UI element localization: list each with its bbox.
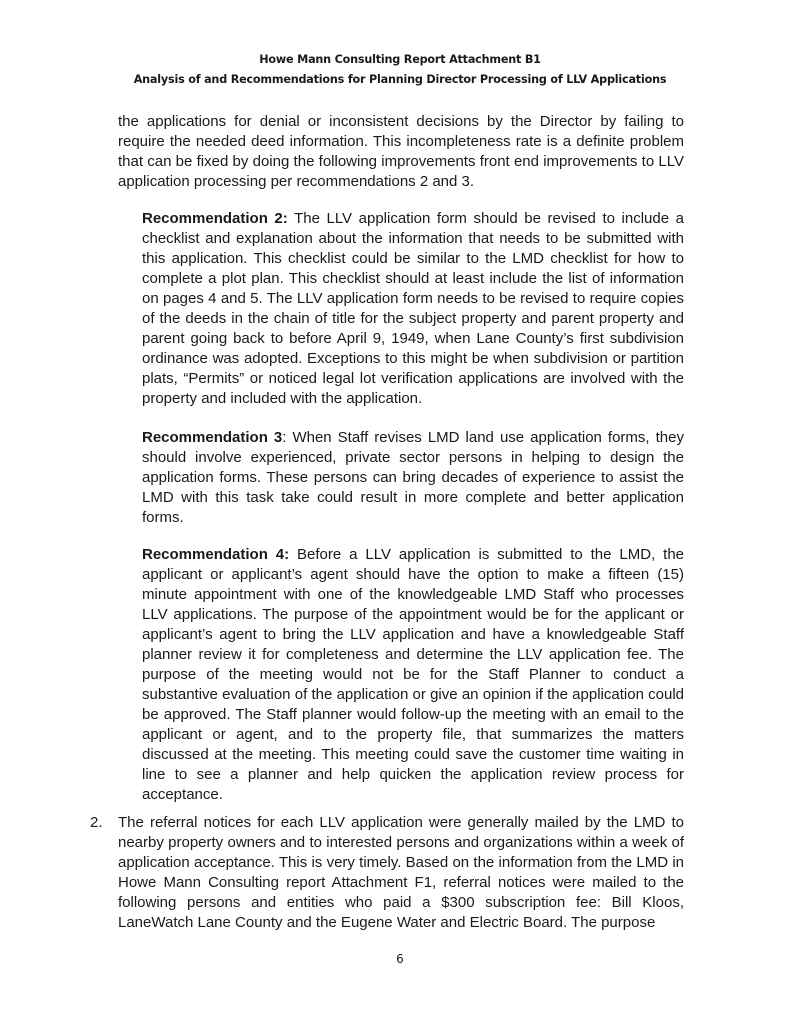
recommendation-text: The LLV application form should be revised to include a checklist and explanation about the information that needs to be submitted with this application. This checklist could be similar to the LMD checklist for how to complete a plot plan. This checklist should at least include the list of information on pages 4 and 5. The LLV application form needs to be revised to require copies of the deeds in the chain of title for the subject property and parent property and parent going back to before April 9, 1949, when Lane County’s first subdivision ordinance was adopted. Exceptions to this might be when subdivision or partition plats, “Permits” or noticed legal lot verification applications are involved with the property and included with the application. [142, 210, 684, 407]
intro-paragraph: the applications for denial or inconsistent decisions by the Director by failing to require the needed deed information. This incompleteness rate is a definite problem that can be fixed by doing the following improvements front end improvements to LLV application processing per recommendations 2 and 3. [118, 113, 684, 190]
header-title: Howe Mann Consulting Report Attachment B1 [259, 53, 541, 66]
list-item-number: 2. [90, 814, 103, 831]
recommendation-label: Recommendation 4: [142, 546, 290, 563]
recommendation-text: : When Staff revises LMD land use application forms, they should involve experienced, private sector persons in helping to design the application forms. These persons can bring decades of experience to assist the LMD with this task take could result in more complete and better application forms. [142, 429, 684, 526]
recommendation-4 [142, 545, 684, 805]
recommendation-label: Recommendation 3 [142, 429, 283, 446]
recommendation-3 [142, 428, 684, 528]
recommendation-text: Before a LLV application is submitted to the LMD, the applicant or applicant’s agent should have the option to make a fifteen (15) minute appointment with one of the knowledgeable LMD Staff who processes LLV applications. The purpose of the appointment would be for the applicant or applicant’s agent to bring the LLV application and have a knowledgeable Staff planner review it for completeness and determine the LLV application fee. The purpose of the meeting would not be for the Staff Planner to conduct a substantive evaluation of the application or give an opinion if the application could be approved. The Staff planner would follow-up the meeting with an email to the applicant or agent, and to the property file, that summarizes the matters discussed at the meeting. This meeting could save the customer time waiting in line to see a planner and help quicken the application review process for acceptance. [142, 546, 685, 803]
page-number: 6 [396, 952, 404, 966]
header-subtitle: Analysis of and Recommendations for Planning Director Processing of LLV Applications [133, 73, 667, 86]
recommendation-label: Recommendation 2: [142, 210, 288, 227]
recommendation-2 [142, 209, 684, 409]
page-header [0, 50, 800, 90]
list-item-text: The referral notices for each LLV application were generally mailed by the LMD to nearby property owners and to interested persons and organizations within a week of application acceptance. This is very timely. Based on the information from the LMD in Howe Mann Consulting report Attachment F1, referral notices were mailed to the following persons and entities who paid a $300 subscription fee: Bill Kloos, LaneWatch Lane County and the Eugene Water and Electric Board. The purpose [118, 814, 684, 931]
